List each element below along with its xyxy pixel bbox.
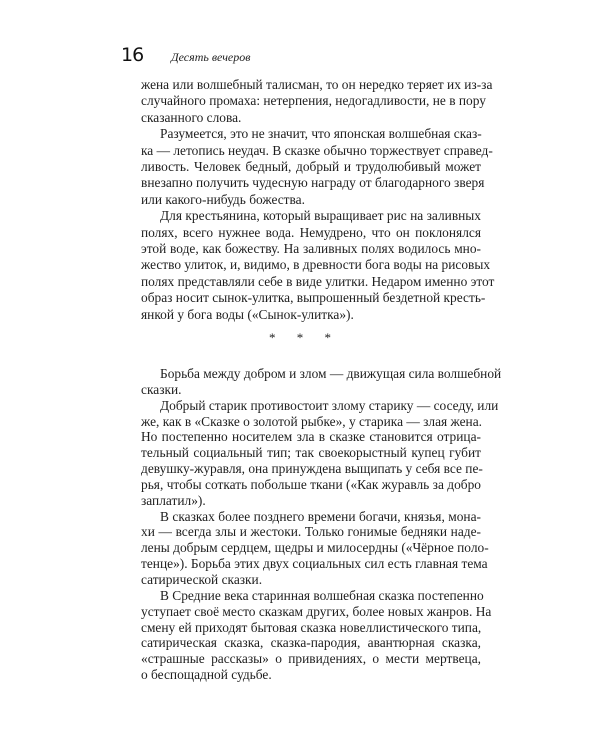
text-line: хи — всегда злы и жестоки. Только гонимые бедняки наде-: [141, 524, 481, 540]
text-line: лены добрым сердцем, щедры и милосердны («Чёрное поло-: [141, 540, 489, 556]
page-number: 16: [121, 44, 144, 66]
text-line: тенце»). Борьба этих двух социальных сил есть главная тема: [141, 556, 488, 572]
text-line: уступает своё место сказкам других, более новых жанров. На: [141, 603, 492, 619]
text-line: Но постепенно носителем зла в сказке становится отрица-: [141, 429, 481, 445]
paragraph-first-line: В Средние века старинная волшебная сказка постепенно: [160, 587, 484, 603]
text-line: ливость. Человек бедный, добрый и трудолюбивый может: [141, 159, 481, 175]
text-line: жество улиток, и, видимо, в древности бога воды на рисовых: [141, 257, 491, 273]
text-line: же, как в «Сказке о золотой рыбке», у старика — злая жена.: [141, 413, 483, 429]
text-line: сатирическая сказка, сказка-пародия, авантюрная сказка,: [141, 635, 481, 651]
text-line: сатирической сказки.: [141, 571, 263, 587]
text-line: полях представляли себе в виде улитки. Недаром именно этот: [141, 273, 495, 289]
running-title: Десять вечеров: [171, 50, 251, 64]
text-line: девушку-журавля, она принуждена выщипать у себя все пе-: [141, 461, 483, 477]
text-line: образ носит сынок-улитка, выпрошенный бездетной кресть-: [141, 290, 486, 306]
paragraph-first-line: Борьба между добром и злом — движущая сила волшебной: [160, 366, 502, 381]
paragraph-first-line: Добрый старик противостоит злому старику — соседу, или: [160, 397, 499, 413]
text-line: рья, чтобы соткать побольше ткани («Как журавль за добро: [141, 476, 481, 492]
text-line: янкой у бога воды («Сынок-улитка»).: [141, 306, 354, 322]
paragraph-first-line: Разумеется, это не значит, что японская волшебная сказ-: [160, 126, 482, 142]
asterisk: *: [296, 330, 304, 345]
text-line: полях, всего нужнее вода. Немудрено, что он поклонялся: [141, 224, 481, 240]
paragraph-first-line: В сказках более позднего времени богачи, князья, мона-: [160, 508, 481, 524]
text-line: о беспощадной судьбе.: [141, 667, 272, 683]
text-line: «страшные рассказы» о привидениях, о мести мертвеца,: [141, 651, 481, 667]
text-line: этой воде, как божеству. На заливных полях водилось мно-: [141, 241, 481, 257]
text-line: или какого-нибудь божества.: [141, 191, 305, 207]
asterisk: *: [324, 330, 331, 345]
text-line: сказанного слова.: [141, 109, 242, 125]
text-line: заплатил»).: [141, 492, 206, 508]
text-line: случайного промаха: нетерпения, недогадливости, не в пору: [141, 93, 486, 109]
text-line: сказки.: [141, 381, 182, 397]
text-line: жена или волшебный талисман, то он нередко теряет их из-за: [141, 77, 493, 92]
text-block-2: [141, 366, 502, 683]
text-line: ка — летопись неудач. В сказке обычно торжествует справед-: [141, 142, 493, 158]
text-line: внезапно получить чудесную награду от благодарного зверя: [141, 175, 485, 191]
text-line: смену ей приходят бытовая сказка новеллистического типа,: [141, 619, 482, 635]
asterisk: *: [269, 330, 276, 345]
text-line: тельный социальный тип; так своекорыстный купец губит: [141, 445, 481, 461]
paragraph-first-line: Для крестьянина, который выращивает рис на заливных: [160, 208, 481, 224]
text-block-1: [141, 77, 495, 323]
section-separator: [0, 330, 600, 346]
